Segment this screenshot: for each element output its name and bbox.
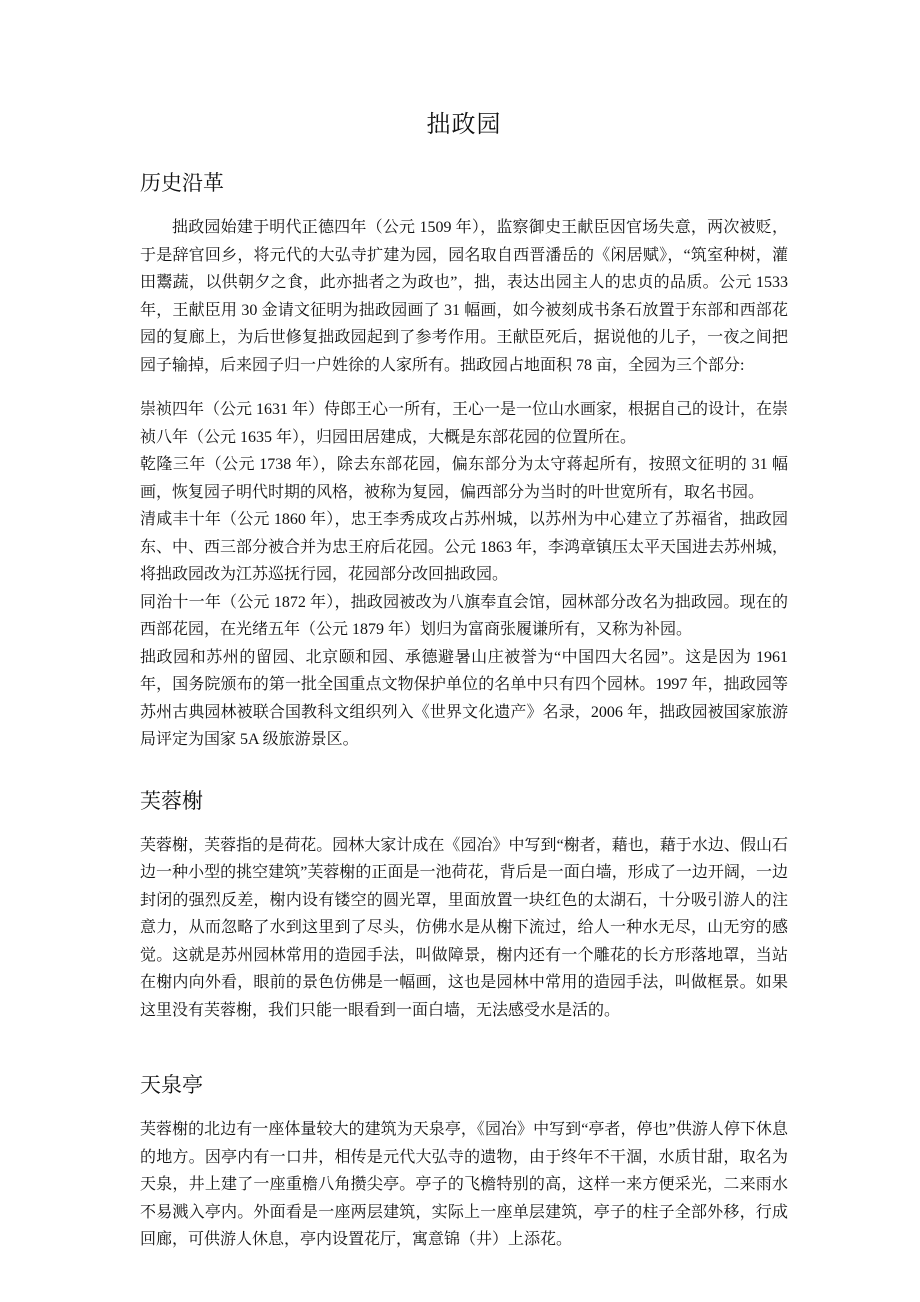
section-furongxie [140,786,788,1025]
section-history [140,168,788,754]
paragraph-history-tongzhi: 同治十一年（公元 1872 年），拙政园被改为八旗奉直会馆，园林部分改名为拙政园。现在的西部花园，在光绪五年（公元 1879 年）划归为富商张履谦所有，又称为补园。 [140,593,788,638]
paragraph-history-famous-gardens: 拙政园和苏州的留园、北京颐和园、承德避暑山庄被誉为“中国四大名园”。这是因为 1961 年，国务院颁布的第一批全国重点文物保护单位的名单中只有四个园林。1997 年，拙政园等苏州古典园林被联合国教科文组织列入《世界文化遗产》名录，2006 年，拙政园被国家旅游局评定为国家 5A 级旅游景区。 [140,648,788,748]
paragraph-furongxie: 芙蓉榭，芙蓉指的是荷花。园林大家计成在《园冶》中写到“榭者，藉也，藉于水边、假山石边一种小型的挑空建筑”芙蓉榭的正面是一池荷花，背后是一面白墙，形成了一边开阔，一边封闭的强烈反差，榭内设有镂空的圆光罩，里面放置一块红色的太湖石，十分吸引游人的注意力，从而忽略了水到这里到了尽头，仿佛水是从榭下流过，给人一种水无尽，山无穷的感觉。这就是苏州园林常用的造园手法，叫做障景，榭内还有一个雕花的长方形落地罩，当站在榭内向外看，眼前的景色仿佛是一幅画，这也是园林中常用的造园手法，叫做框景。如果这里没有芙蓉榭，我们只能一眼看到一面白墙，无法感受水是活的。 [140,836,788,1019]
paragraph-history-xianfeng: 清咸丰十年（公元 1860 年），忠王李秀成攻占苏州城，以苏州为中心建立了苏福省，拙政园东、中、西三部分被合并为忠王府后花园。公元 1863 年，李鸿章镇压太平天国进去苏州城，将拙政园改为江苏巡抚行园，花园部分改回拙政园。 [140,511,789,583]
paragraph-tianquanting: 芙蓉榭的北边有一座体量较大的建筑为天泉亭，《园冶》中写到“亭者，停也”供游人停下休息的地方。因亭内有一口井，相传是元代大弘寺的遗物，由于终年不干涸，水质甘甜，取名为天泉，井上建了一座重檐八角攒尖亭。亭子的飞檐特别的高，这样一来方便采光，二来雨水不易溅入亭内。外面看是一座两层建筑，实际上一座单层建筑，亭子的柱子全部外移，行成回廊，可供游人休息，亭内设置花厅，寓意锦（井）上添花。 [140,1121,788,1248]
section-heading-history: 历史沿革 [140,171,224,195]
section-heading-furongxie: 芙蓉榭 [140,788,203,813]
paragraph-history-chongzhen: 崇祯四年（公元 1631 年）侍郎王心一所有，王心一是一位山水画家，根据自己的设计，在崇祯八年（公元 1635 年），归园田居建成，大概是东部花园的位置所在。 [140,401,789,446]
page-title: 拙政园 [426,112,502,138]
section-heading-tianquanting: 天泉亭 [140,1073,203,1097]
paragraph-history-intro: 拙政园始建于明代正德四年（公元 1509 年），监察御史王献臣因官场失意，两次被贬，于是辞官回乡，将元代的大弘寺扩建为园，园名取自西晋潘岳的《闲居赋》，“筑室种树，灌田鬻蔬，以供朝夕之食，此亦拙者之为政也”，拙，表达出园主人的忠贞的品质。公元 1533 年，王献臣用 30 金请文征明为拙政园画了 31 幅画，如今被刻成书条石放置于东部和西部花园的复廊上，为后世修复拙政园起到了参考作用。王献臣死后，据说他的儿子，一夜之间把园子输掉，后来园子归一户姓徐的人家所有。拙政园占地面积 78 亩，全园为三个部分: [140,219,788,374]
paragraph-history-qianlong: 乾隆三年（公元 1738 年），除去东部花园，偏东部分为太守蒋起所有，按照文征明的 31 幅画，恢复园子明代时期的风格，被称为复园，偏西部分为当时的叶世宽所有，取名书园。 [140,456,788,501]
section-tianquanting [140,1070,788,1254]
